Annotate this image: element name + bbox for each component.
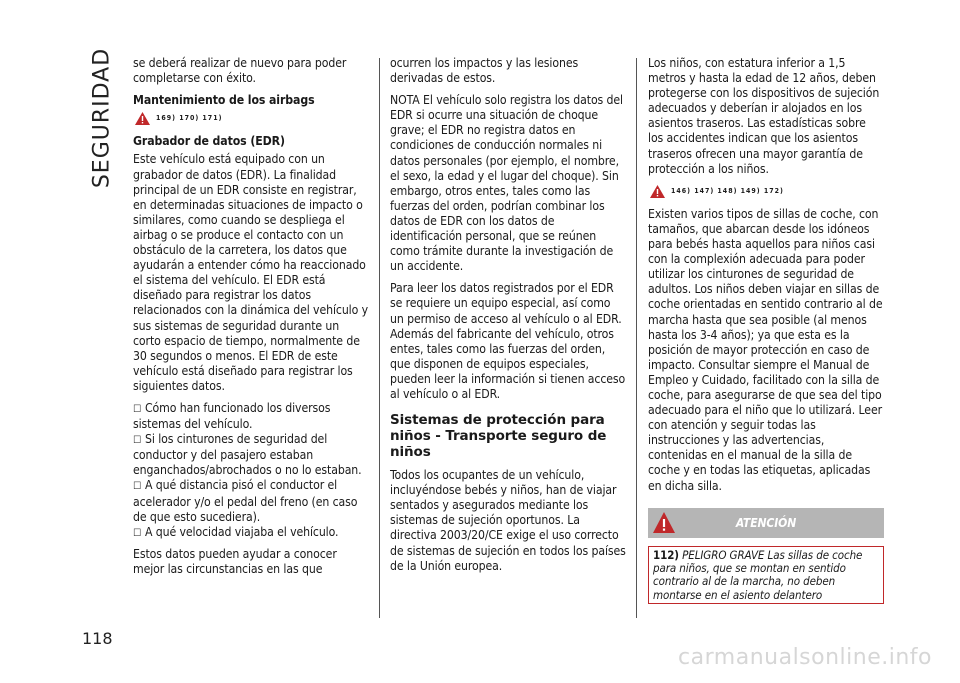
- airbag-warning-refs: [135, 111, 369, 126]
- section-tab: [82, 48, 122, 188]
- watermark: carmanualsonline.info: [678, 645, 932, 670]
- section-tab-label: SEGURIDAD: [89, 47, 115, 189]
- list-item: ☐ Cómo han funcionado los diversos sistemas del vehículo.: [133, 400, 331, 432]
- list-item: ☐ Si los cinturones de seguridad del conductor y del pasajero estaban enganchados/abrochados o no lo estaban.: [133, 432, 362, 478]
- column-divider: [636, 58, 637, 618]
- child-seat-warning-refs: [650, 184, 884, 199]
- warning-triangle-icon: [135, 112, 150, 125]
- col3-paragraph-1: Los niños, con estatura inferior a 1,5 metros y hasta la edad de 12 años, deben protegerse con los dispositivos de sujeción adecuados y deberían ir alojados en los asientos traseros. Las estadísticas sobre los accidentes indican que los asientos traseros ofrecen una mayor garantía de protección a los niños.: [648, 56, 880, 176]
- child-seat-refs: 146) 147) 148) 149) 172): [671, 186, 784, 195]
- col3-paragraph-2: Existen varios tipos de sillas de coche, con tamaños, que abarcan desde los idóneos para bebés hasta aquellos para niños casi con la complexión adecuada para poder utilizar los cinturones de seguridad de adultos. Los niños deben viajar en sillas de coche orientadas en sentido contrario al de marcha hasta que sea posible (al menos hasta los 3-4 años); ya que esta es la posición de mayor protección en caso de impacto. Consultar siempre el Manual de Empleo y Cuidado, facilitado con la silla de coche, para asegurarse de que sea del tipo adecuado para el niño que lo utilizará. Leer con atención y seguir todas las instrucciones y las advertencias, contenidas en el manual de la silla de coche y en todas las etiquetas, aplicadas en dicha silla.: [648, 206, 883, 493]
- warning-note: [648, 546, 884, 604]
- col2-paragraph-1: ocurren los impactos y las lesiones derivadas de estos.: [390, 56, 579, 86]
- edr-heading: Grabador de datos (EDR): [133, 134, 285, 149]
- checkbox-bullet-icon: ☐: [133, 435, 141, 447]
- list-item: ☐ A qué distancia pisó el conductor el acelerador y/o el pedal del freno (en caso de que esto sucediera).: [133, 478, 358, 524]
- checkbox-bullet-icon: ☐: [133, 481, 141, 493]
- column-2: [390, 56, 626, 581]
- section-title: Sistemas de protección para niños - Transporte seguro de niños: [390, 412, 607, 461]
- note-text: PELIGRO GRAVE Las sillas de coche para niños, que se montan en sentido contrario al de la marcha, no deben montarse en el asiento delantero: [653, 547, 863, 602]
- note-number: 112): [653, 547, 679, 562]
- airbag-refs: 169) 170) 171): [156, 114, 223, 123]
- column-3: [648, 56, 884, 604]
- checkbox-bullet-icon: ☐: [133, 403, 141, 415]
- attention-label: ATENCIÓN: [735, 515, 797, 530]
- col1-outro: Estos datos pueden ayudar a conocer mejor las circunstancias en las que: [133, 546, 337, 576]
- col1-intro: se deberá realizar de nuevo para poder completarse con éxito.: [133, 56, 347, 86]
- col2-note: NOTA El vehículo solo registra los datos del EDR si ocurre una situación de choque grave; el EDR no registra datos en condiciones de conducción normales ni datos personales (por ejemplo, el nombre, el sexo, la edad y el lugar del choque). Sin embargo, otros entes, tales como las fuerzas del orden, podrían combinar los datos de EDR con los datos de identificación personal, que se reúnen como trámite durante la investigación de un accidente.: [390, 93, 624, 274]
- edr-text: Este vehículo está equipado con un grabador de datos (EDR). La finalidad principal de un EDR consiste en registrar, en determinadas situaciones de impacto o similares, como cuando se despliega el airbag o se produce el contacto con un obstáculo de la carretera, los datos que ayudarán a entender cómo ha reaccionado el sistema del vehículo. El EDR está diseñado para registrar los datos relacionados con la dinámica del vehículo y sus sistemas de seguridad durante un corto espacio de tiempo, normalmente de 30 segundos o menos. El EDR de este vehículo está diseñado para registrar los siguientes datos.: [133, 152, 368, 393]
- column-divider: [379, 58, 380, 618]
- col2-paragraph-4: Todos los ocupantes de un vehículo, incluyéndose bebés y niños, han de viajar sentados y asegurados mediante los sistemas de sujeción oportunos. La directiva 2003/20/CE exige el uso correcto de sistemas de sujeción en todos los países de la Unión europea.: [390, 468, 626, 573]
- airbag-heading: Mantenimiento de los airbags: [133, 93, 315, 108]
- page-number: 118: [82, 629, 113, 648]
- attention-banner: [648, 508, 884, 538]
- warning-triangle-icon: [650, 185, 665, 198]
- column-1: [133, 56, 369, 584]
- list-item: ☐ A qué velocidad viajaba el vehículo.: [133, 525, 369, 541]
- col2-paragraph-3: Para leer los datos registrados por el EDR se requiere un equipo especial, así como un permiso de acceso al vehículo o al EDR. Además del fabricante del vehículo, otros entes, tales como las fuerzas del orden, que disponen de equipos especiales, pueden leer la información si tienen acceso al vehículo o al EDR.: [390, 281, 626, 401]
- checkbox-bullet-icon: ☐: [133, 527, 141, 539]
